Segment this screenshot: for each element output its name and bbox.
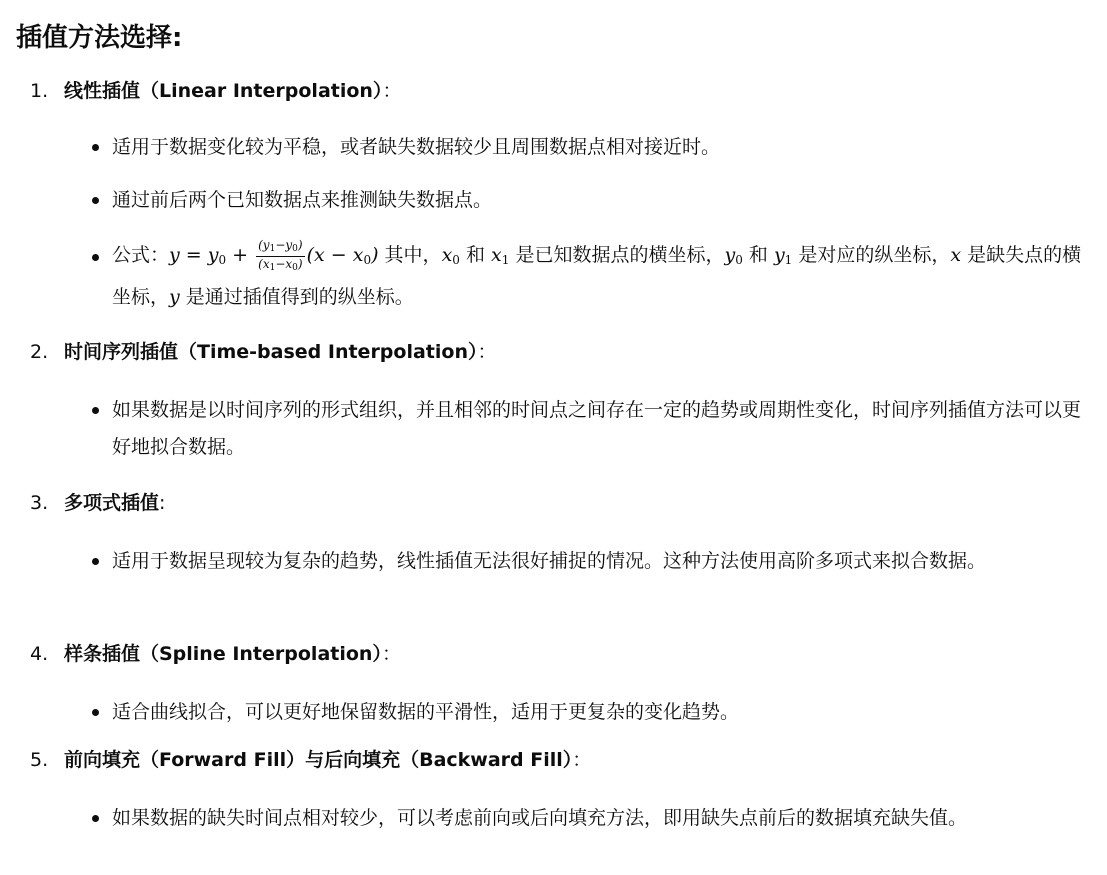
formula-desc3: 是缺失点的横坐标， [112, 244, 1082, 308]
formula-and1: 和 [465, 244, 485, 266]
item-suffix: ： [381, 643, 401, 665]
item-heading: 前向填充（Forward Fill）与后向填充（Backward Fill） [64, 749, 573, 771]
bullet-icon [92, 197, 99, 204]
item-number: 4. [30, 643, 49, 665]
bullet-text: 适用于数据变化较为平稳，或者缺失数据较少且周围数据点相对接近时。 [112, 136, 721, 158]
item-suffix: ： [572, 749, 592, 771]
item-heading: 样条插值（Spline Interpolation） [64, 643, 382, 665]
math-x0: $x_0$ [441, 244, 460, 267]
formula-and2: 和 [748, 244, 768, 266]
bullet-text: 如果数据的缺失时间点相对较少，可以考虑前向或后向填充方法，即用缺失点前后的数据填充缺失值。 [112, 807, 968, 829]
bullet-icon [92, 407, 99, 414]
list-item-polynomial [30, 489, 165, 517]
bullet-icon [92, 254, 99, 261]
math-x: x [950, 244, 962, 266]
bullet-text: 适用于数据呈现较为复杂的趋势，线性插值无法很好捕捉的情况。这种方法使用高阶多项式来拟合数据。 [112, 550, 987, 572]
list-item-fill [30, 746, 591, 774]
bullet-text: 适合曲线拟合，可以更好地保留数据的平滑性，适用于更复杂的变化趋势。 [112, 701, 740, 723]
item-number: 1. [30, 80, 49, 102]
item-number: 5. [30, 749, 49, 771]
formula-text [112, 237, 1082, 316]
math-x1: $x_1$ [491, 244, 510, 267]
page-title: 插值方法选择: [16, 23, 183, 53]
formula-after: 其中， [384, 244, 442, 266]
item-number: 2. [30, 341, 49, 363]
item-suffix: ： [382, 80, 402, 102]
math-y0: $y_0$ [724, 244, 743, 267]
math-y1: $y_1$ [773, 244, 793, 267]
bullet-text: 如果数据是以时间序列的形式组织，并且相邻的时间点之间存在一定的趋势或周期性变化，时间序列插值方法可以更好地拟合数据。 [112, 399, 1082, 458]
formula-equation: $y = y_0$ + $\frac{(y_1-y_0)}{(x_1-x_0)}$ $(x - x_0)$ [169, 237, 379, 273]
list-item-linear [30, 77, 401, 105]
bullet-icon [92, 709, 99, 716]
formula-desc1: 是已知数据点的横坐标， [515, 244, 725, 266]
math-y: y [169, 286, 180, 308]
formula-desc2: 是对应的纵坐标， [798, 244, 951, 266]
item-number: 3. [30, 492, 49, 514]
formula-prefix: 公式： [112, 244, 170, 266]
bullet-icon [92, 558, 99, 565]
item-suffix: ： [477, 341, 497, 363]
item-suffix: : [159, 492, 166, 514]
item-heading: 线性插值（Linear Interpolation） [64, 80, 383, 102]
bullet-text: 通过前后两个已知数据点来推测缺失数据点。 [112, 189, 493, 211]
list-item-time-based [30, 338, 497, 366]
bullet-icon [92, 144, 99, 151]
bullet-icon [92, 815, 99, 822]
item-heading: 多项式插值 [64, 492, 160, 514]
item-heading: 时间序列插值（Time-based Interpolation） [64, 341, 478, 363]
formula-desc4: 是通过插值得到的纵坐标。 [185, 286, 414, 308]
list-item-spline [30, 640, 401, 668]
